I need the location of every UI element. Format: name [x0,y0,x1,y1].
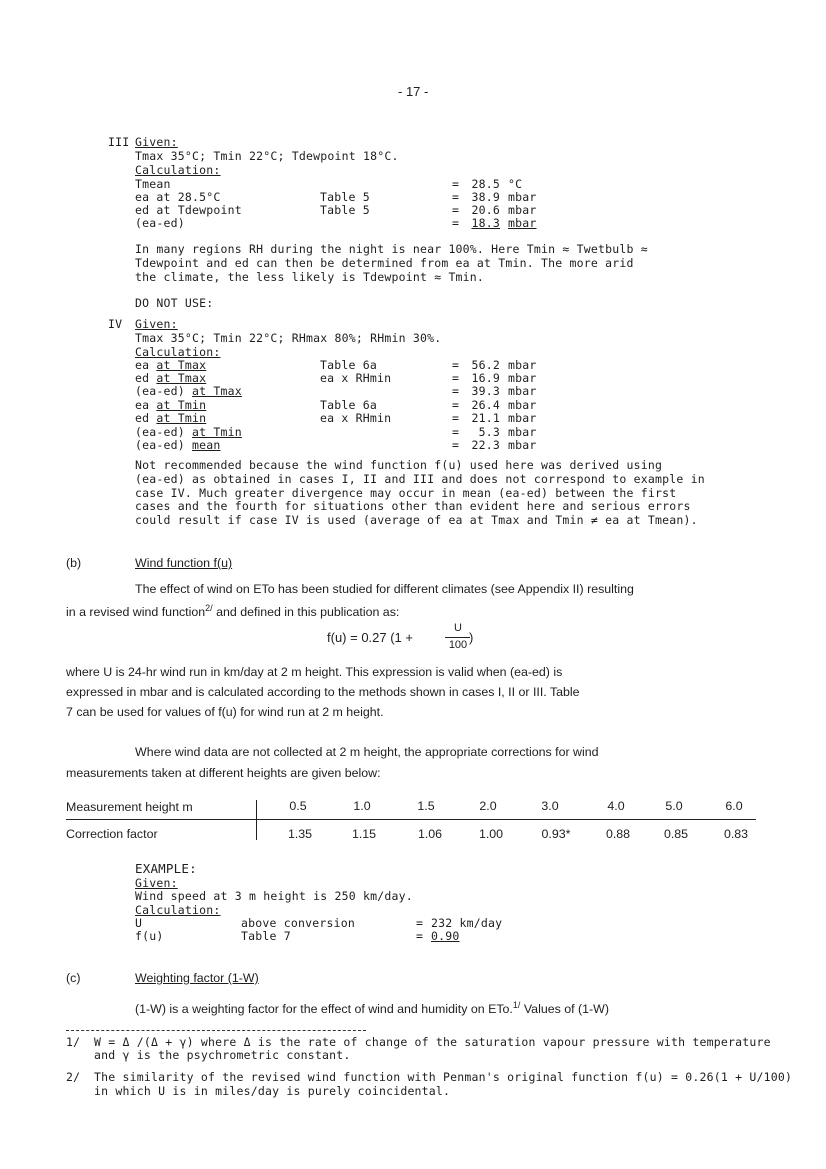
section-c-title: Weighting factor (1-W) [135,971,259,985]
label-prefix: ed [135,371,157,385]
factor-cell: 0.85 [663,827,689,841]
calc-row-ref: Table 6a [320,358,377,372]
table-row-label: Correction factor [66,827,158,841]
footnote-ref: 2/ [205,603,213,613]
formula-left: f(u) = 0.27 (1 + [327,630,413,645]
calc-row-op: = [452,398,460,412]
label-prefix: (ea-ed) [135,438,192,452]
calc-row-op: = [452,190,460,204]
section-c-para [135,1000,609,1016]
case-iv-given-label: Given: [135,317,178,331]
calc-row-op: = [416,916,424,930]
footnote-line: W = Δ /(Δ + γ) where Δ is the rate of change of the saturation vapour pressure with temperature [94,1035,771,1049]
calc-row-unit: mbar [508,438,537,452]
calc-row-op: = [452,425,460,439]
para-text: and defined in this publication as: [212,605,400,620]
factor-cell: 1.35 [287,827,313,841]
note-line: the climate, the less likely is Tdewpoint ≈ Tmin. [135,270,485,284]
height-cell: 1.5 [417,799,435,813]
para-text: in a revised wind function [66,605,206,620]
calc-row-label: (ea-ed) [135,216,185,230]
footnote-mark: 1/ [66,1035,81,1049]
calc-row-label [135,439,221,452]
calc-row-value: 56.2 [471,358,500,372]
formula-right: ) [469,630,474,645]
calc-row-value: 38.9 [471,190,500,204]
calc-row-ref: Table 5 [320,190,370,204]
calc-row-unit: mbar [508,371,537,385]
calc-row-value: 21.1 [471,411,500,425]
calc-row-value: 22.3 [471,438,500,452]
section-b-para1-line1: The effect of wind on ETo has been studied for different climates (see Appendix II) resulting [135,582,634,596]
para-line: 7 can be used for values of f(u) for wind run at 2 m height. [66,705,384,719]
case-iv-calc-label: Calculation: [135,345,221,359]
note-line: could result if case IV is used (average of ea at Tmax and Tmin ≠ ea at Tmean). [135,513,698,527]
calc-row-op: = [452,411,460,425]
calc-row-label [135,412,206,425]
table-row-label: Measurement height m [66,800,193,814]
calc-row-op: = [452,216,460,230]
label-underlined: at Tmin [192,425,242,439]
calc-row-value: 16.9 [471,371,500,385]
note-line: (ea-ed) as obtained in cases I, II and III and does not correspond to example in [135,472,705,486]
example-given-text: Wind speed at 3 m height is 250 km/day. [135,889,413,903]
para-line: measurements taken at different heights are given below: [66,766,381,780]
factor-cell: 1.15 [351,827,377,841]
factor-cell: 1.06 [417,827,443,841]
note-line: Not recommended because the wind function f(u) used here was derived using [135,458,663,472]
label-underlined: at Tmin [156,398,207,412]
label-prefix: (ea-ed) [135,425,192,439]
footnote-separator [66,1030,366,1031]
label-underlined: at Tmax [156,371,207,385]
example-given-label: Given: [135,876,178,890]
calc-row-op: = [452,203,460,217]
calc-row-unit: mbar [508,190,537,204]
calc-row-value: 26.4 [471,398,500,412]
footnote-ref: 1/ [512,1000,521,1010]
example-calc-label: Calculation: [135,903,221,917]
label-underlined: mean [192,438,221,452]
calc-row-label [135,385,242,398]
formula-numerator: U [454,622,462,634]
calc-row-value: 18.3 [471,216,500,230]
footnote-line: The similarity of the revised wind function with Penman's original function f(u) = 0.26(1 + U/100) [94,1070,793,1084]
calc-row-label: ea at 28.5°C [135,190,221,204]
calc-row-ref: above conversion [241,916,355,930]
calc-row-ref: Table 6a [320,398,377,412]
calc-row-label: f(u) [135,929,164,943]
height-cell: 6.0 [725,799,743,813]
calc-row-value: 5.3 [478,425,500,439]
height-cell: 5.0 [665,799,683,813]
case-iv-given-values: Tmax 35°C; Tmin 22°C; RHmax 80%; RHmin 30%. [135,331,442,345]
calc-row-ref: Table 7 [241,929,291,943]
factor-cell: 1.00 [478,827,504,841]
fraction-bar [445,637,470,638]
calc-row-op: = [416,929,424,943]
para-line: Where wind data are not collected at 2 m height, the appropriate corrections for wind [135,745,599,759]
note-line: case IV. Much greater divergence may occur in mean (ea-ed) between the first [135,486,677,500]
label-underlined: at Tmax [156,358,207,372]
calc-row-unit: mbar [508,384,537,398]
factor-cell: 0.83 [723,827,749,841]
label-prefix: ed [135,411,157,425]
para-line: where U is 24-hr wind run in km/day at 2 m height. This expression is valid when (ea-ed) is [66,665,563,679]
calc-row-value: 28.5 [471,177,500,191]
case-iii-given-label: Given: [135,135,178,149]
case-iii-numeral: III [108,135,130,149]
height-cell: 2.0 [479,799,497,813]
label-prefix: ea [135,358,157,372]
calc-row-unit: mbar [508,358,537,372]
calc-row-value: 0.90 [431,929,460,943]
example-title: EXAMPLE: [135,861,197,876]
label-underlined: at Tmin [156,411,207,425]
section-c-label: (c) [66,971,81,985]
label-prefix: (ea-ed) [135,384,192,398]
calc-row-value: 20.6 [471,203,500,217]
note-line: cases and the fourth for situations other than evident here and serious errors [135,499,691,513]
case-iii-calc-label: Calculation: [135,163,221,177]
factor-cell: 0.93* [541,827,571,841]
case-iv-numeral: IV [108,317,123,331]
footnote-line: in which U is in miles/day is purely coincidental. [94,1084,451,1098]
calc-row-unit: mbar [508,203,537,217]
calc-row-unit: mbar [508,425,537,439]
calc-row-unit: °C [508,177,523,191]
do-not-use-heading: DO NOT USE: [135,296,214,310]
calc-row-label: U [135,916,143,930]
calc-row-label: Tmean [135,177,171,191]
table-divider [256,800,257,840]
label-underlined: at Tmax [192,384,242,398]
section-b-para1-line2 [66,603,399,619]
label-prefix: ea [135,398,157,412]
calc-row-op: = [452,438,460,452]
calc-row-value: 39.3 [471,384,500,398]
para-text: Values of (1-W) [520,1002,609,1017]
height-cell: 3.0 [541,799,559,813]
calc-row-value: 232 km/day [431,916,503,930]
factor-cell: 0.88 [605,827,631,841]
calc-row-op: = [452,358,460,372]
calc-row-op: = [452,384,460,398]
height-cell: 4.0 [607,799,625,813]
height-cell: 0.5 [289,799,307,813]
calc-row-unit: mbar [508,398,537,412]
calc-row-ref: Table 5 [320,203,370,217]
calc-row-ref: ea x RHmin [320,371,392,385]
para-line: expressed in mbar and is calculated according to the methods shown in cases I, II or III. Table [66,685,580,699]
calc-row-op: = [452,371,460,385]
table-rule [66,819,756,820]
calc-row-ref: ea x RHmin [320,411,392,425]
page-number: - 17 - [398,84,429,99]
formula-denominator: 100 [448,639,468,651]
note-line: In many regions RH during the night is near 100%. Here Tmin ≈ Twetbulb ≈ [135,242,648,256]
para-text: (1-W) is a weighting factor for the effect of wind and humidity on ETo. [135,1002,513,1017]
calc-row-op: = [452,177,460,191]
note-line: Tdewpoint and ed can then be determined from ea at Tmin. The more arid [135,256,634,270]
calc-row-unit: mbar [508,216,537,230]
footnote-line: and γ is the psychrometric constant. [94,1048,351,1062]
section-b-title: Wind function f(u) [135,556,233,570]
footnote-mark: 2/ [66,1070,81,1084]
calc-row-label: ed at Tdewpoint [135,203,242,217]
height-cell: 1.0 [353,799,371,813]
section-b-label: (b) [66,556,82,570]
calc-row-unit: mbar [508,411,537,425]
case-iii-given-values: Tmax 35°C; Tmin 22°C; Tdewpoint 18°C. [135,149,399,163]
